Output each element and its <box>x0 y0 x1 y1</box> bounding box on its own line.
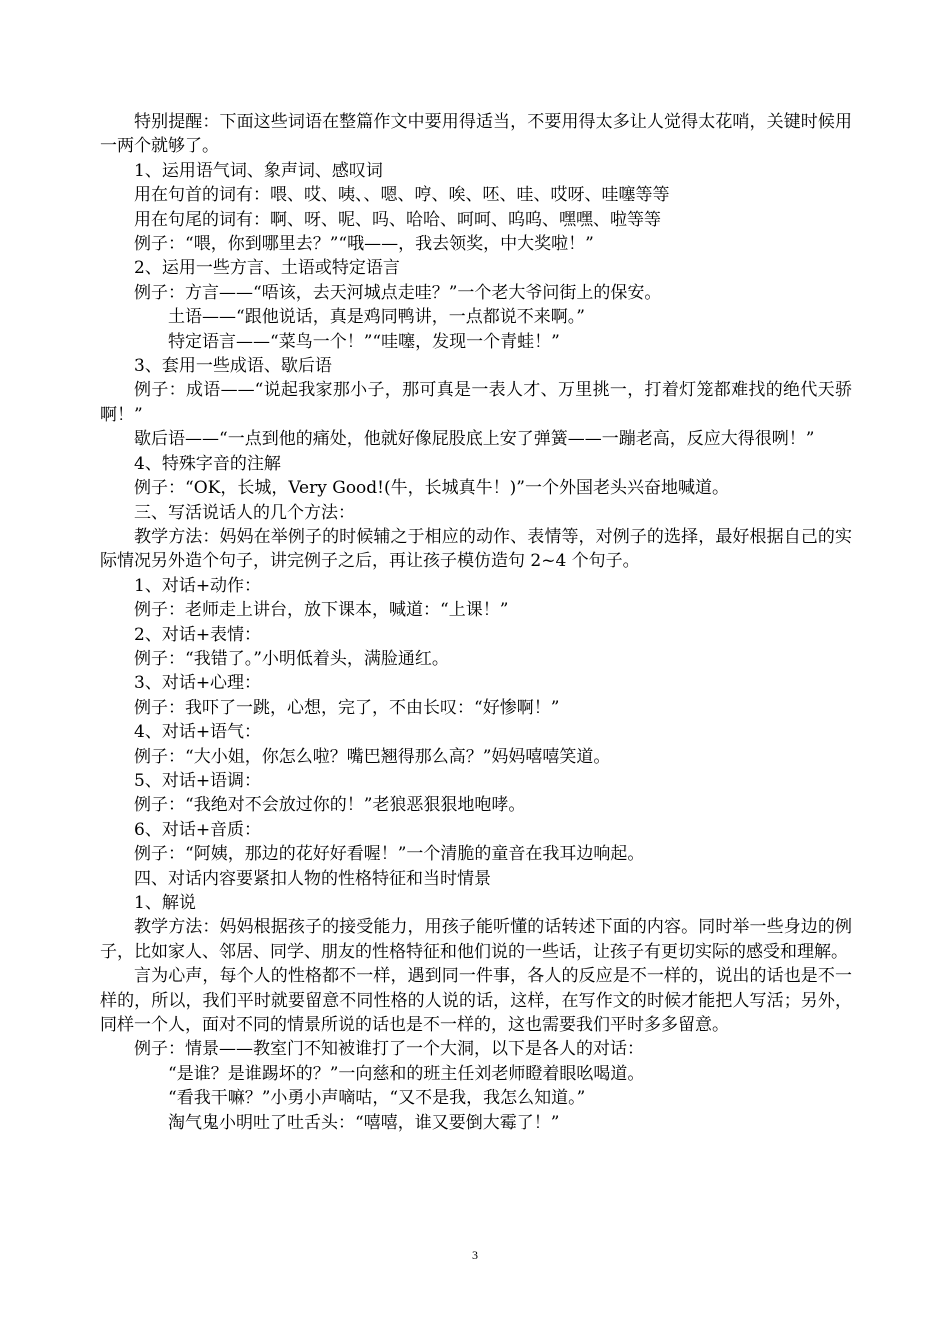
paragraph: 特定语言——“菜鸟一个！”“哇噻，发现一个青蛙！” <box>168 331 560 352</box>
paragraph: 特别提醒：下面这些词语在整篇作文中要用得适当，不要用得太多让人觉得太花哨，关键时候用一两个就够了。 <box>100 112 852 157</box>
paragraph: 2、对话+表情： <box>134 624 262 645</box>
paragraph: 例子：我吓了一跳，心想，完了，不由长叹：“好惨啊！” <box>134 697 560 718</box>
paragraph: 1、运用语气词、象声词、感叹词 <box>134 160 383 181</box>
paragraph: 言为心声，每个人的性格都不一样，遇到同一件事，各人的反应是不一样的，说出的话也是不一样的，所以，我们平时就要留意不同性格的人说的话，这样，在写作文的时候才能把人写活；另外，同样一个人，面对不同的情景所说的话也是不一样的，这也需要我们平时多多留意。 <box>100 966 852 1036</box>
paragraph: 1、解说 <box>134 893 196 913</box>
paragraph: 淘气鬼小明吐了吐舌头：“嘻嘻，谁又要倒大霉了！” <box>168 1112 560 1133</box>
paragraph: 用在句首的词有：喂、哎、咦、、嗯、哼、唉、呸、哇、哎呀、哇噻等等 <box>134 185 670 206</box>
paragraph: 例子：“OK，长城，Very Good!(牛，长城真牛！)”一个外国老头兴奋地喊道。 <box>134 478 729 499</box>
paragraph: 例子：“我绝对不会放过你的！”老狼恶狠狠地咆哮。 <box>134 795 526 816</box>
paragraph: 3、套用一些成语、歇后语 <box>134 356 332 377</box>
paragraph: 6、对话+音质： <box>134 819 262 840</box>
document-body <box>100 110 852 1135</box>
page-number: 3 <box>472 1248 478 1262</box>
paragraph: 1、对话+动作： <box>134 575 262 596</box>
paragraph: 例子：“阿姨，那边的花好好看喔！”一个清脆的童音在我耳边响起。 <box>134 844 645 865</box>
paragraph: 土语——“跟他说话，真是鸡同鸭讲，一点都说不来啊。” <box>168 307 585 328</box>
paragraph: 2、运用一些方言、土语或特定语言 <box>134 258 400 279</box>
paragraph: 例子：方言——“唔该，去天河城点走哇？”一个老大爷问街上的保安。 <box>134 282 662 303</box>
paragraph: 例子：“喂，你到哪里去？”“哦——，我去领奖，中大奖啦！” <box>134 234 594 255</box>
paragraph: 教学方法：妈妈在举例子的时候辅之于相应的动作、表情等，对例子的选择，最好根据自己的实际情况另外造个句子，讲完例子之后，再让孩子模仿造句 2~4 个句子。 <box>100 526 852 572</box>
paragraph: 用在句尾的词有：啊、呀、呢、吗、哈哈、呵呵、呜呜、嘿嘿、啦等等 <box>134 209 661 230</box>
paragraph: 三、写活说话人的几个方法： <box>134 502 355 523</box>
paragraph: “看我干嘛？”小勇小声嘀咕，“又不是我，我怎么知道。” <box>168 1088 586 1109</box>
paragraph: 教学方法：妈妈根据孩子的接受能力，用孩子能听懂的话转述下面的内容。同时举一些身边的例子，比如家人、邻居、同学、朋友的性格特征和他们说的一些话，让孩子有更切实际的感受和理解。 <box>100 917 852 962</box>
paragraph: 5、对话+语调： <box>134 770 262 791</box>
paragraph: 例子：成语——“说起我家那小子，那可真是一表人才、万里挑一，打着灯笼都难找的绝代天骄啊！” <box>100 380 852 425</box>
paragraph: 4、特殊字音的注解 <box>134 453 281 474</box>
paragraph: 歇后语——“一点到他的痛处，他就好像屁股底上安了弹簧——一蹦老高，反应大得很咧！” <box>134 429 815 450</box>
paragraph: 例子：情景——教室门不知被谁打了一个大洞，以下是各人的对话： <box>134 1039 644 1060</box>
paragraph: 例子：老师走上讲台，放下课本，喊道：“上课！” <box>134 600 509 621</box>
paragraph: 3、对话+心理： <box>134 673 262 694</box>
paragraph: 4、对话+语气： <box>134 722 262 743</box>
paragraph: “是谁？是谁踢坏的？”一向慈和的班主任刘老师瞪着眼吆喝道。 <box>168 1063 645 1084</box>
paragraph: 例子：“大小姐，你怎么啦？嘴巴翘得那么高？”妈妈嘻嘻笑道。 <box>134 746 611 767</box>
paragraph: 四、对话内容要紧扣人物的性格特征和当时情景 <box>134 868 491 889</box>
paragraph: 例子：“我错了。”小明低着头，满脸通红。 <box>134 648 449 669</box>
